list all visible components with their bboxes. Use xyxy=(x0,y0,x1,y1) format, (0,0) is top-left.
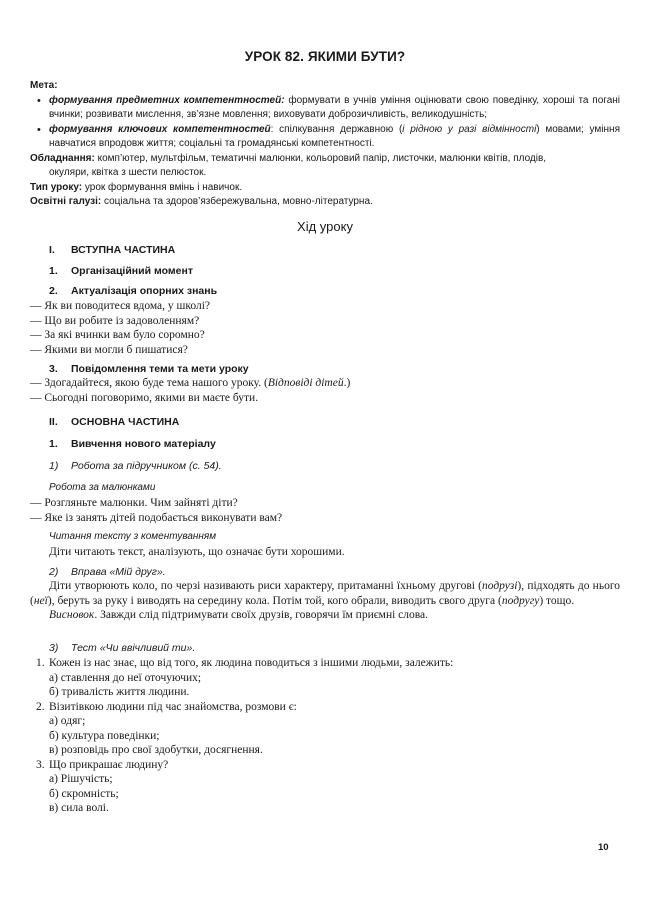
friend-text-2: ), підходять до нього ( xyxy=(30,580,620,607)
equipment-line xyxy=(30,152,620,167)
question-line: — Якими ви могли б пишатися? xyxy=(30,343,188,356)
task-2-num: 2) xyxy=(49,566,59,578)
test-question: 1. Кожен із нас знає, що від того, як людина поводиться з іншими людьми, залежить: xyxy=(36,657,454,669)
section-2-num: II. xyxy=(49,416,58,428)
page-number: 10 xyxy=(598,842,609,853)
friend-text-1: Діти утворюють коло, по черзі називають риси характеру, притаманні їхньому другові ( xyxy=(49,580,483,592)
reading-text: Діти читають текст, аналізують, що означає бути хорошими. xyxy=(49,546,345,558)
test-option: б) тривалість життя людини. xyxy=(49,686,190,698)
subsection-1-2-num: 2. xyxy=(49,285,58,297)
question-line: — За які вчинки вам було соромно? xyxy=(30,329,205,341)
page-title: УРОК 82. ЯКИМИ БУТИ? xyxy=(244,49,406,64)
question-line: — Яке із занять дітей подобається виконувати вам? xyxy=(30,511,283,524)
test-option: в) сила волі. xyxy=(49,802,109,814)
label-reading: Читання тексту з коментуванням xyxy=(49,531,217,542)
question-line: — Що ви робите із задоволенням? xyxy=(30,314,200,327)
equipment-label: Обладнання: xyxy=(30,152,95,164)
task-1-title: Робота за підручником (с. 54). xyxy=(71,460,222,472)
section-2-title: ОСНОВНА ЧАСТИНА xyxy=(71,416,180,428)
subsection-2-1-num: 1. xyxy=(49,438,58,450)
section-2-heading xyxy=(49,416,639,428)
subsection-1-2-title: Актуалізація опорних знань xyxy=(71,285,218,297)
test-list xyxy=(30,656,620,816)
test-question: 2. Візитівкою людини під час знайомства, розмови є: xyxy=(36,700,297,713)
test-option: а) Рішучість; xyxy=(49,773,113,785)
topic-line-2: — Сьогодні поговоримо, якими ви маєте бути. xyxy=(30,391,259,404)
friend-exercise xyxy=(30,579,620,623)
goal-bullet-key xyxy=(30,123,620,152)
topic-lines xyxy=(30,376,620,405)
task-3-title: Тест «Чи ввічливий ти». xyxy=(71,642,196,654)
fields-line xyxy=(30,195,620,210)
test-option: а) ставлення до неї оточуючих; xyxy=(49,671,202,684)
lesson-type-text: урок формування вмінь і навичок. xyxy=(82,181,243,193)
topic-line-1 xyxy=(30,376,620,391)
conclusion-text: . Завжди слід підтримувати своїх друзів, говорячи їм приємні слова. xyxy=(94,609,429,621)
topic-line-1-a: — Здогадайтеся, якою буде тема нашого уроку. ( xyxy=(30,377,268,389)
section-1-num: I. xyxy=(49,244,55,256)
friend-text-3: ), беруть за руку і виводять на середину кола. Потім той, кого обрали, виводить свого друга ( xyxy=(47,594,502,607)
task-3-num: 3) xyxy=(49,642,59,654)
goal-subject-label: формування предметних компетентностей: xyxy=(49,94,285,106)
friend-em-3: подругу xyxy=(501,594,540,607)
subsection-1-3-heading xyxy=(49,363,639,375)
course-title: Хід уроку xyxy=(297,219,353,234)
task-1-heading xyxy=(49,460,639,472)
test-question-text: Кожен із нас знає, що від того, як людина поводиться з іншими людьми, залежить: xyxy=(49,657,454,669)
test-option: б) скромність; xyxy=(49,787,119,800)
subsection-2-1-title: Вивчення нового матеріалу xyxy=(71,438,216,450)
task-3-heading xyxy=(49,642,639,654)
test-option: в) розповідь про свої здобутки, досягнення. xyxy=(49,744,263,756)
task-1-num: 1) xyxy=(49,460,59,472)
section-1-heading xyxy=(49,244,639,256)
subsection-1-1-title: Організаційний момент xyxy=(71,265,193,277)
goal-bullet-subject xyxy=(30,94,620,123)
goal-key-em: і рідною у разі відмінності xyxy=(402,123,537,135)
equipment-text: комп’ютер, мультфільм, тематичні малюнки, кольоровий папір, листочки, малюнки квітів, плодів, xyxy=(94,152,547,164)
test-question-text: Що прикрашає людину? xyxy=(49,758,169,771)
label-pictures: Робота за малюнками xyxy=(49,482,156,493)
lesson-type-label: Тип уроку: xyxy=(30,181,83,193)
test-option: б) культура поведінки; xyxy=(49,729,160,742)
section-1-title: ВСТУПНА ЧАСТИНА xyxy=(71,244,176,256)
goal-key-text-2: ) мовами; уміння навчатися впродовж життя; соціальні та громадянські компетентності. xyxy=(49,123,620,149)
goal-subject-text: формувати в учнів уміння оцінювати свою поведінку, хороші та погані вчинки; розвивати мислення, зв’язне мовлення; виховувати доброзичливість, великодушність; xyxy=(49,94,621,120)
subsection-1-2-heading xyxy=(49,285,639,297)
goal-key-label: формування ключових компетентностей xyxy=(49,123,271,135)
fields-text: соціальна та здоров’язбережувальна, мовно-літературна. xyxy=(101,196,373,207)
goal-key-text-1: : спілкування державною ( xyxy=(270,123,403,135)
lesson-meta xyxy=(30,79,620,210)
goal-label: Мета: xyxy=(30,80,58,91)
subsection-1-1-num: 1. xyxy=(49,265,58,277)
friend-text-4: ) тощо. xyxy=(539,594,575,607)
subsection-1-3-num: 3. xyxy=(49,363,58,375)
question-line: — Розгляньте малюнки. Чим зайняті діти? xyxy=(30,497,238,509)
conclusion xyxy=(30,608,620,623)
questions-list xyxy=(30,299,620,357)
test-question: 3. Що прикрашає людину? xyxy=(36,758,169,771)
topic-line-1-b: .) xyxy=(343,377,351,389)
task-2-title: Вправа «Мій друг». xyxy=(71,566,166,578)
pictures-questions xyxy=(30,496,620,525)
friend-em-1: подрузі xyxy=(482,580,518,592)
friend-em-2: неї xyxy=(33,594,48,607)
subsection-2-1-heading xyxy=(49,438,639,450)
fields-label: Освітні галузі: xyxy=(30,196,102,207)
subsection-1-3-title: Повідомлення теми та мети уроку xyxy=(71,363,249,375)
topic-line-1-em: Відповіді дітей xyxy=(267,377,344,389)
subsection-1-1-heading xyxy=(49,265,639,277)
conclusion-label: Висновок xyxy=(49,609,95,621)
lesson-type-line xyxy=(30,181,620,196)
task-2-heading xyxy=(49,566,639,578)
question-line: — Як ви поводитеся вдома, у школі? xyxy=(30,300,211,312)
test-question-text: Візитівкою людини під час знайомства, розмови є: xyxy=(49,700,297,713)
friend-paragraph xyxy=(30,579,620,608)
test-option: а) одяг; xyxy=(49,715,86,727)
equipment-text-cont: окуляри, квітка з шести пелюсток. xyxy=(49,167,207,178)
